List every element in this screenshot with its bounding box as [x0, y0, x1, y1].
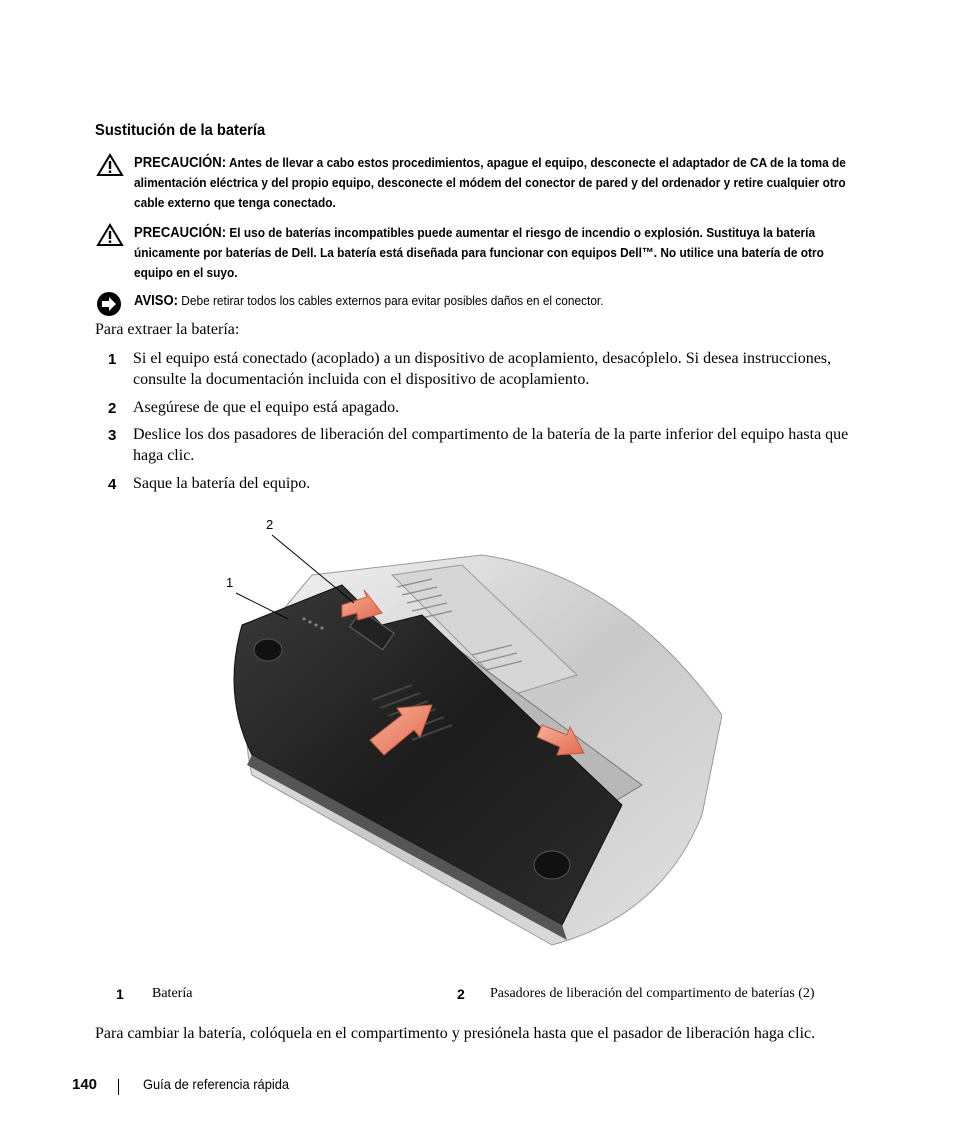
closing-text: Para cambiar la batería, colóquela en el compartimento y presiónela hasta que el pasador de liberación haga clic.: [95, 1025, 816, 1042]
step-item: [95, 473, 865, 494]
battery-removal-illustration: [222, 515, 722, 955]
step-item: [95, 424, 865, 466]
caption-number: 1: [116, 986, 124, 1002]
step-text: Si el equipo está conectado (acoplado) a un dispositivo de acoplamiento, desacóplelo. Si desea instrucciones, consulte la documentación incluida con el dispositivo de acoplamiento.: [133, 350, 832, 388]
step-number: 3: [108, 427, 117, 444]
warning-triangle-icon: [96, 153, 124, 177]
footer-separator: [118, 1079, 119, 1095]
step-text: Deslice los dos pasadores de liberación del compartimento de la batería de la parte inferior del equipo hasta que haga clic.: [133, 426, 849, 464]
warning-triangle-icon: [96, 223, 124, 247]
callout-1: 1: [226, 575, 234, 590]
notice-arrow-icon: [96, 291, 122, 317]
step-text: Asegúrese de que el equipo está apagado.: [133, 399, 400, 416]
step-number: 2: [108, 400, 117, 417]
section-title: Sustitución de la batería: [95, 122, 266, 139]
guide-title: Guía de referencia rápida: [143, 1076, 290, 1092]
precaution-text: Antes de llevar a cabo estos procedimientos, apague el equipo, desconecte el adaptador de CA de la toma de alimentación eléctrica y del propio equipo, desconecte el módem del conector de pared y del ordenador y retire cualquier otro cable externo que tenga conectado.: [134, 155, 846, 210]
precaution-label: PRECAUCIÓN:: [134, 225, 227, 241]
step-number: 4: [108, 476, 117, 493]
precaution-label: PRECAUCIÓN:: [134, 155, 227, 171]
callout-2: 2: [266, 517, 274, 532]
intro-text: Para extraer la batería:: [95, 321, 240, 338]
step-item: [95, 397, 865, 418]
caption-2-text: Pasadores de liberación del compartimento de baterías (2): [490, 986, 815, 1001]
precaution-notice-1: [96, 153, 876, 213]
precaution-notice-2: [96, 223, 876, 283]
step-item: [95, 348, 865, 390]
caption-2: [457, 986, 465, 1002]
step-number: 1: [108, 351, 117, 368]
page-number: 140: [72, 1076, 98, 1093]
caption-1-text: Batería: [152, 986, 193, 1001]
caption-number: 2: [457, 986, 465, 1002]
step-text: Saque la batería del equipo.: [133, 475, 311, 492]
aviso-label: AVISO:: [134, 293, 178, 309]
aviso-notice: [96, 291, 876, 311]
caption-1: [116, 986, 124, 1002]
aviso-text: Debe retirar todos los cables externos para evitar posibles daños en el conector.: [181, 293, 604, 308]
precaution-text: El uso de baterías incompatibles puede aumentar el riesgo de incendio o explosión. Sustituya la batería únicamente por baterías de Dell. La batería está diseñada para funcionar con equipos Dell™. No utilice una batería de otro equipo en el suyo.: [134, 225, 824, 280]
